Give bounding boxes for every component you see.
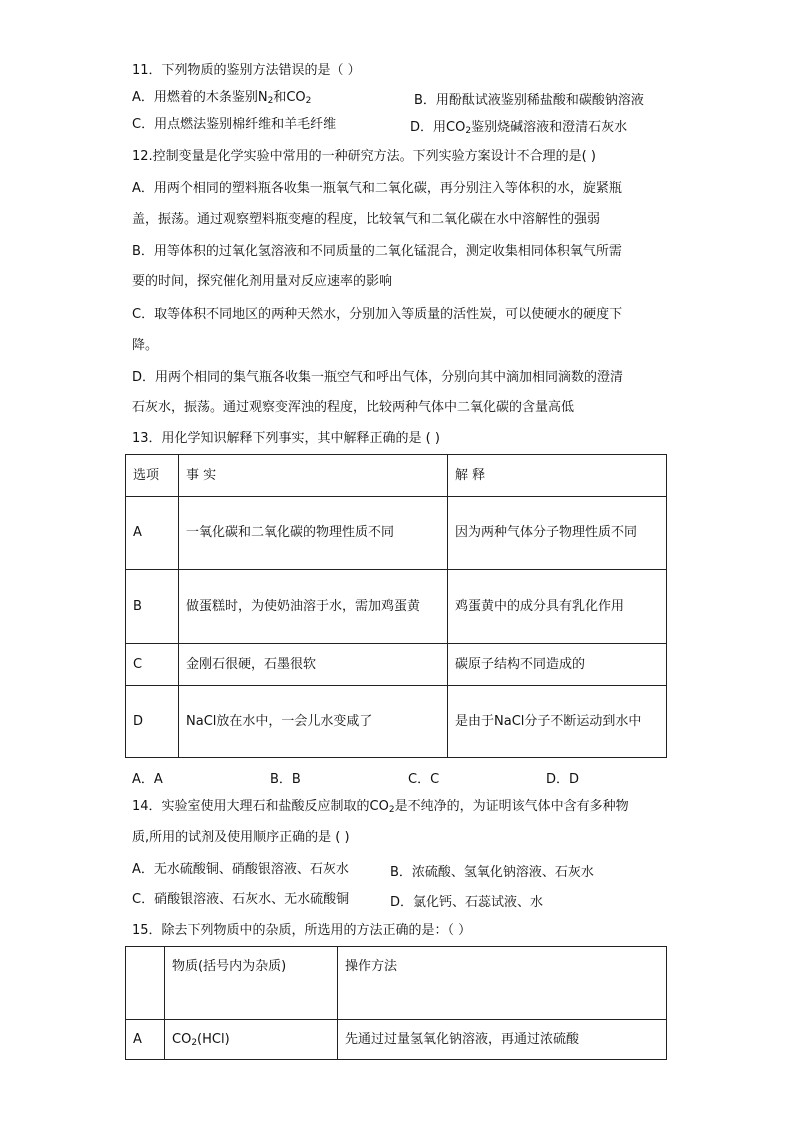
q13-answer-d: D．D <box>546 772 580 787</box>
q13-row-option: C <box>126 644 179 686</box>
q15-stem: 15．除去下列物质中的杂质，所选用的方法正确的是：（ ） <box>132 923 472 938</box>
q12-option-c-line1: C．取等体积不同地区的两种天然水，分别加入等质量的活性炭，可以使硬水的硬度下 <box>132 307 623 322</box>
q13-header-option: 选项 <box>126 455 179 497</box>
q11-option-b: B．用酚酞试液鉴别稀盐酸和碳酸钠溶液 <box>414 93 644 108</box>
q15-row-material: $CO_2(HCl)$ <box>165 1020 338 1060</box>
q13-answer-c: C．C <box>408 772 440 787</box>
q15-header-row <box>126 947 667 1020</box>
q13-row-fact: NaCl放在水中，一会儿水变咸了 <box>179 686 448 758</box>
q14-option-a: A．无水硫酸铜、硝酸银溶液、石灰水 <box>132 862 349 877</box>
q13-row-option: B <box>126 570 179 644</box>
q12-option-a-line1: A．用两个相同的塑料瓶各收集一瓶氧气和二氧化碳，再分别注入等体积的水，旋紧瓶 <box>132 181 622 196</box>
q15-row-option: A <box>126 1020 165 1060</box>
q12-option-a-line2: 盖，振荡。通过观察塑料瓶变瘪的程度，比较氧气和二氧化碳在水中溶解性的强弱 <box>132 212 601 227</box>
q14-option-c: C．硝酸银溶液、石灰水、无水硫酸铜 <box>132 892 350 907</box>
q13-header-row <box>126 455 667 497</box>
q12-option-d-line2: 石灰水，振荡。通过观察变浑浊的程度，比较两种气体中二氧化碳的含量高低 <box>132 400 575 415</box>
q13-answer-a: A．A <box>132 772 163 787</box>
q15-header-option <box>126 947 165 1020</box>
q11-option-c: C．用点燃法鉴别棉纤维和羊毛纤维 <box>132 117 337 132</box>
q14-stem-line1: 14．实验室使用大理石和盐酸反应制取的$CO_2$是不纯净的，为证明该气体中含有多种物 <box>132 799 629 815</box>
q13-row-explanation: 因为两种气体分子物理性质不同 <box>448 497 667 570</box>
q13-table <box>125 454 667 758</box>
q13-answer-b: B．B <box>270 772 301 787</box>
q13-header-explanation: 解 释 <box>448 455 667 497</box>
q14-option-b: B．浓硫酸、氢氧化钠溶液、石灰水 <box>390 865 594 880</box>
q13-row-fact: 做蛋糕时，为使奶油溶于水，需加鸡蛋黄 <box>179 570 448 644</box>
q15-table <box>125 946 667 1060</box>
q12-stem: 12.控制变量是化学实验中常用的一种研究方法。下列实验方案设计不合理的是( ) <box>132 149 596 164</box>
q13-row-option: A <box>126 497 179 570</box>
q13-stem: 13．用化学知识解释下列事实，其中解释正确的是 ( ) <box>132 431 440 446</box>
q11-option-d: D．用$CO_2$鉴别烧碱溶液和澄清石灰水 <box>410 120 628 136</box>
q13-row-explanation: 鸡蛋黄中的成分具有乳化作用 <box>448 570 667 644</box>
table-row <box>126 1020 667 1060</box>
table-row <box>126 686 667 758</box>
q12-option-b-line1: B．用等体积的过氧化氢溶液和不同质量的二氧化锰混合，测定收集相同体积氧气所需 <box>132 244 622 259</box>
q11-option-a: A．用燃着的木条鉴别$N_2$和$CO_2$ <box>132 90 312 106</box>
q13-header-fact: 事 实 <box>179 455 448 497</box>
table-row <box>126 497 667 570</box>
q15-header-method: 操作方法 <box>338 947 667 1020</box>
q13-row-explanation: 是由于NaCl分子不断运动到水中 <box>448 686 667 758</box>
q12-option-d-line1: D．用两个相同的集气瓶各收集一瓶空气和呼出气体，分别向其中滴加相同滴数的澄清 <box>132 370 624 385</box>
q15-row-method: 先通过过量氢氧化钠溶液，再通过浓硫酸 <box>338 1020 667 1060</box>
q14-stem-line2: 质,所用的试剂及使用顺序正确的是 ( ) <box>132 830 350 845</box>
q12-option-c-line2: 降。 <box>132 338 159 353</box>
q13-row-fact: 金刚石很硬，石墨很软 <box>179 644 448 686</box>
q13-row-fact: 一氧化碳和二氧化碳的物理性质不同 <box>179 497 448 570</box>
q11-stem: 11．下列物质的鉴别方法错误的是（ ） <box>132 63 361 78</box>
q13-row-option: D <box>126 686 179 758</box>
q13-row-explanation: 碳原子结构不同造成的 <box>448 644 667 686</box>
q12-option-b-line2: 要的时间，探究催化剂用量对反应速率的影响 <box>132 274 393 289</box>
table-row <box>126 570 667 644</box>
q15-header-material: 物质(括号内为杂质) <box>165 947 338 1020</box>
table-row <box>126 644 667 686</box>
q14-option-d: D．氯化钙、石蕊试液、水 <box>390 895 544 910</box>
